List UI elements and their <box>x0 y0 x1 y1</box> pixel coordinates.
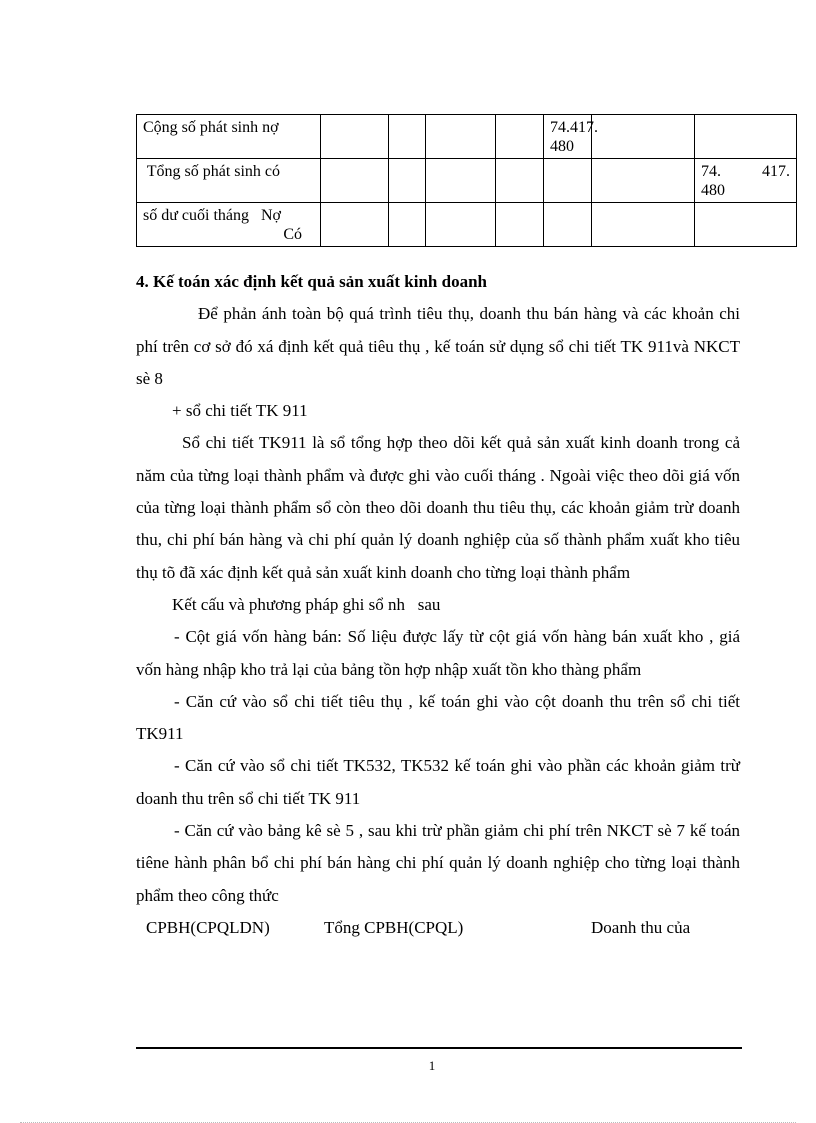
paragraph: Sổ chi tiết TK911 là sổ tổng hợp theo dõi kết quả sản xuất kinh doanh trong cả năm của từng loại thành phẩm và được ghi vào cuối tháng . Ngoài việc theo dõi giá vốn của từng loại thành phẩm sổ còn theo dõi doanh thu tiêu thụ, các khoản giảm trừ doanh thu, chi phí bán hàng và chi phí quản lý doanh nghiệp của số thành phẩm xuất kho tiêu thụ tõ đã xác định kết quả sản xuất kinh doanh cho từng loại thành phẩm <box>136 433 740 582</box>
paragraph: - Cột giá vốn hàng bán: Số liệu được lấy từ cột giá vốn hàng bán xuất kho , giá vốn hàng nhập kho trả lại của bảng tồn hợp nhập xuất tồn kho thàng phẩm <box>136 627 740 679</box>
row-label: Cộng số phát sinh nợ <box>137 115 321 159</box>
allocation-formula <box>146 912 740 944</box>
paragraph: - Căn cứ vào sổ chi tiết TK532, TK532 kế toán ghi vào phần các khoản giảm trừ doanh thu trên sổ chi tiết TK 911 <box>136 756 740 808</box>
paragraph: + sổ chi tiết TK 911 <box>172 401 308 421</box>
ledger-table <box>136 114 797 247</box>
row-label: số dư cuối tháng Nợ Có <box>137 203 321 247</box>
table-row <box>137 159 797 203</box>
paragraph: Để phản ánh toàn bộ quá trình tiêu thụ, doanh thu bán hàng và các khoản chi phí trên cơ sở đó xá định kết quả tiêu thụ , kế toán sử dụng sổ chi tiết TK 911và NKCT sè 8 <box>136 304 740 388</box>
paragraph: Kết cấu và phương pháp ghi sổ nh sau <box>172 594 441 614</box>
paragraph: - Căn cứ vào sổ chi tiết tiêu thụ , kế toán ghi vào cột doanh thu trên sổ chi tiết TK911 <box>136 691 740 744</box>
formula-right: Doanh thu của <box>591 917 691 937</box>
section-heading: 4. Kế toán xác định kết quả sản xuất kinh doanh <box>136 272 487 291</box>
row-label: Tổng số phát sinh có <box>137 159 321 203</box>
paragraph: - Căn cứ vào bảng kê sè 5 , sau khi trừ phần giảm chi phí trên NKCT sè 7 kế toán tiêne hành phân bổ chi phí bán hàng chi phí quản lý doanh nghiệp cho từng loại thành phẩm theo công thức <box>136 821 740 905</box>
formula-left: CPBH(CPQLDN) <box>146 917 270 937</box>
table-row <box>137 203 797 247</box>
table-row <box>137 115 797 159</box>
footer-divider <box>136 1047 742 1049</box>
section-body <box>136 266 740 944</box>
formula-middle: Tổng CPBH(CPQL) <box>324 917 464 937</box>
credit-cell: 74. 417. 480 <box>695 159 797 203</box>
debit-cell: 74. 417. 480 <box>544 115 592 159</box>
page-number: 1 <box>428 1058 436 1073</box>
